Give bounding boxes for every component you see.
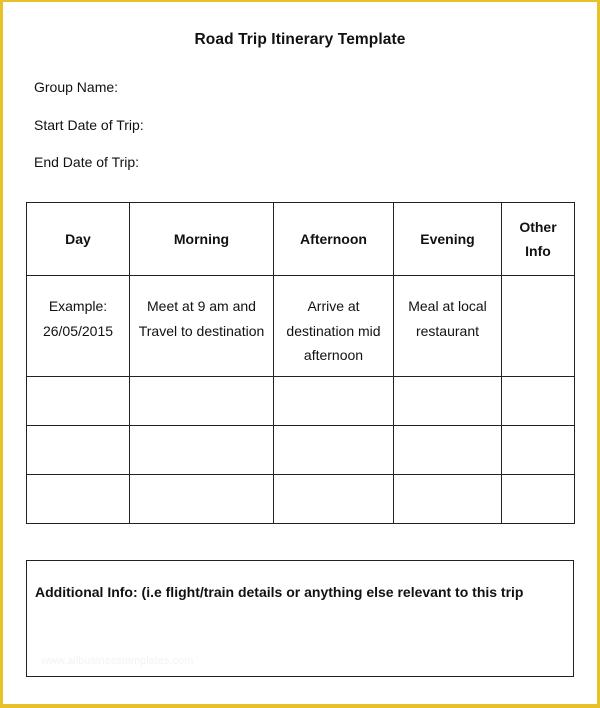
cell-day[interactable] (27, 426, 130, 475)
cell-other-info[interactable] (502, 475, 575, 524)
additional-info-box[interactable] (26, 560, 574, 677)
cell-evening[interactable] (394, 276, 502, 377)
cell-afternoon[interactable] (274, 475, 394, 524)
cell-other-info[interactable] (502, 377, 575, 426)
cell-evening[interactable] (394, 377, 502, 426)
cell-evening-text: Meal at local restaurant (408, 298, 487, 339)
table-row (27, 475, 575, 524)
itinerary-table (26, 202, 575, 524)
cell-evening[interactable] (394, 475, 502, 524)
header-other-info (502, 203, 575, 276)
cell-afternoon[interactable] (274, 377, 394, 426)
table-row (27, 377, 575, 426)
header-other-info-text: Other Info (519, 218, 557, 259)
cell-afternoon-text: Arrive at destination mid afternoon (286, 298, 381, 363)
cell-day[interactable] (27, 475, 130, 524)
cell-other-info[interactable] (502, 276, 575, 377)
table-row-example (27, 276, 575, 377)
table-header-row (27, 203, 575, 276)
end-date-label: End Date of Trip: (34, 154, 140, 170)
table-row (27, 426, 575, 475)
header-afternoon: Afternoon (274, 203, 394, 276)
start-date-label: Start Date of Trip: (34, 117, 144, 133)
cell-morning[interactable] (130, 276, 274, 377)
group-name-label: Group Name: (34, 79, 119, 95)
cell-morning[interactable] (130, 426, 274, 475)
document-title: Road Trip Itinerary Template (194, 31, 406, 48)
cell-afternoon[interactable] (274, 276, 394, 377)
cell-evening[interactable] (394, 426, 502, 475)
cell-morning[interactable] (130, 377, 274, 426)
header-evening: Evening (394, 203, 502, 276)
header-day: Day (27, 203, 130, 276)
cell-afternoon[interactable] (274, 426, 394, 475)
cell-day-text: Example: 26/05/2015 (42, 298, 114, 339)
cell-morning-text: Meet at 9 am and Travel to destination (138, 298, 265, 339)
cell-day[interactable] (27, 276, 130, 377)
additional-info-label: Additional Info: (i.e flight/train details or anything else relevant to this trip (35, 584, 524, 600)
watermark: www.allbusinesstemplates.com (41, 655, 194, 667)
cell-other-info[interactable] (502, 426, 575, 475)
cell-day[interactable] (27, 377, 130, 426)
header-morning: Morning (130, 203, 274, 276)
cell-morning[interactable] (130, 475, 274, 524)
